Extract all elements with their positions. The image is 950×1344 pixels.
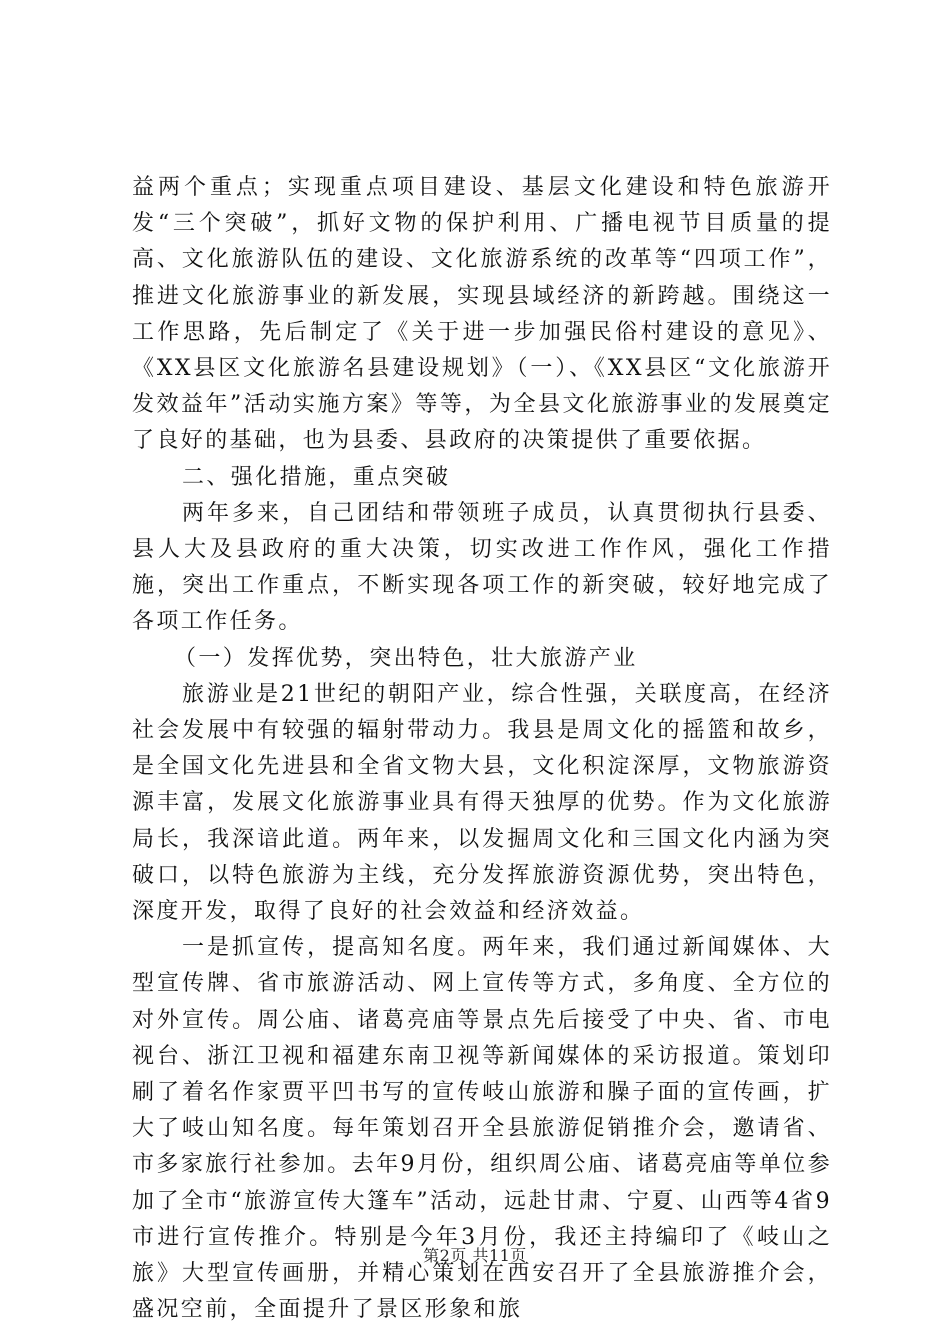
section-heading-2: 二、强化措施，重点突破 — [182, 464, 451, 490]
paragraph-overview: 两年多来，自己团结和带领班子成员，认真贯彻执行县委、县人大及县政府的重大决策，切实改进工作作风，强化工作措施，突出工作重点，不断实现各项工作的新突破，较好地完成了各项工作任务。 — [132, 500, 832, 635]
page-number-footer: 第2页 共11页 — [423, 1246, 527, 1265]
paragraph-continuation: 益两个重点；实现重点项目建设、基层文化建设和特色旅游开发“三个突破”，抓好文物的保护利用、广播电视节目质量的提高、文化旅游队伍的建设、文化旅游系统的改革等“四项工作”，推进文化旅游事业的新发展，实现县域经济的新跨越。围绕这一工作思路，先后制定了《关于进一步加强民俗村建设的意见》、《XX县区文化旅游名县建设规划》（一）、《XX县区“文化旅游开发效益年”活动实施方案》等等，为全县文化旅游事业的发展奠定了良好的基础，也为县委、县政府的决策提供了重要依据。 — [132, 175, 832, 454]
subsection-heading-1: （一）发挥优势，突出特色，壮大旅游产业 — [174, 645, 638, 671]
document-body — [132, 170, 832, 1329]
paragraph-tourism: 旅游业是21世纪的朝阳产业，综合性强，关联度高，在经济社会发展中有较强的辐射带动力。我县是周文化的摇篮和故乡，是全国文化先进县和全省文物大县，文化积淀深厚，文物旅游资源丰富，发展文化旅游事业具有得天独厚的优势。作为文化旅游局长，我深谙此道。两年来，以发掘周文化和三国文化内涵为突破口，以特色旅游为主线，充分发挥旅游资源优势，突出特色，深度开发，取得了良好的社会效益和经济效益。 — [132, 681, 832, 925]
paragraph-publicity: 一是抓宣传，提高知名度。两年来，我们通过新闻媒体、大型宣传牌、省市旅游活动、网上宣传等方式，多角度、全方位的对外宣传。周公庙、诸葛亮庙等景点先后接受了中央、省、市电视台、浙江卫视和福建东南卫视等新闻媒体的采访报道。策划印刷了着名作家贾平凹书写的宣传岐山旅游和臊子面的宣传画，扩大了岐山知名度。每年策划召开全县旅游促销推介会，邀请省、市多家旅行社参加。去年9月份，组织周公庙、诸葛亮庙等单位参加了全市“旅游宣传大篷车”活动，远赴甘肃、宁夏、山西等4省9市进行宣传推介。特别是今年3月份，我还主持编印了《岐山之旅》大型宣传画册，并精心策划在西安召开了全县旅游推介会，盛况空前，全面提升了景区形象和旅 — [132, 935, 832, 1323]
